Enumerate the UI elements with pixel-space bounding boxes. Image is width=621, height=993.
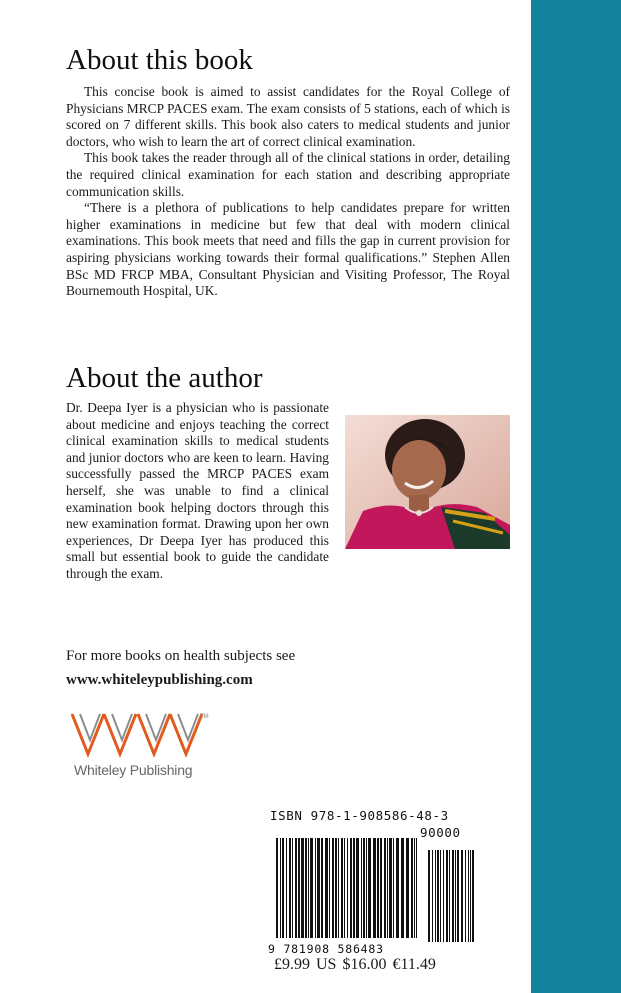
more-books-text: For more books on health subjects see	[66, 648, 296, 664]
publisher-url[interactable]: www.whiteleypublishing.com	[66, 672, 253, 688]
isbn-barcode	[268, 808, 478, 956]
about-author-paragraph: Dr. Deepa Iyer is a physician who is passionate about medicine and enjoys teaching the correct clinical examination skills to medical students and junior doctors who are keen to learn. Having successfully passed the MRCP PACES exam herself, she was unable to find a clinical examination book helping doctors through this new examination format. Drawing upon her own experiences, Dr Deepa Iyer has produced this small but essential book to guide the candidate through the exam.	[66, 400, 329, 581]
trademark-mark: TM	[200, 714, 209, 720]
about-book-paragraph: “There is a plethora of publications to help candidates prepare for written higher examinations in medicine but few that deal with modern clinical examinations. This book meets that need and fills the gap in current provision for aspiring physicians working towards their formal qualifications.” Stephen Allen BSc MD FRCP MBA, Consultant Physician and Visiting Professor, The Royal Bournemouth Hospital, UK.	[66, 200, 510, 299]
price-list: £9.99 US $16.00 €11.49	[274, 956, 436, 973]
barcode-addon: 90000	[420, 825, 461, 840]
ean-digits: 9 781908 586483	[268, 942, 384, 956]
barcode-bars	[268, 838, 478, 942]
publisher-name: Whiteley Publishing	[74, 762, 193, 778]
about-book-paragraph: This concise book is aimed to assist candidates for the Royal College of Physicians MRCP PACES exam. The exam consists of 5 stations, each of which is scored on 7 different skills. This book also caters to medical students and junior doctors, who wish to learn the art of correct clinical examination.	[66, 84, 510, 149]
about-author-text	[66, 400, 329, 583]
isbn-number: ISBN 978-1-908586-48-3	[270, 808, 449, 823]
author-photo	[345, 415, 510, 549]
spine-color-band	[531, 0, 621, 993]
about-author-heading: About the author	[66, 362, 263, 394]
about-book-text	[66, 84, 510, 300]
about-book-heading: About this book	[66, 44, 253, 76]
about-book-paragraph: This book takes the reader through all of the clinical stations in order, detailing the required clinical examination for each station and describing appropriate communication skills.	[66, 150, 510, 199]
